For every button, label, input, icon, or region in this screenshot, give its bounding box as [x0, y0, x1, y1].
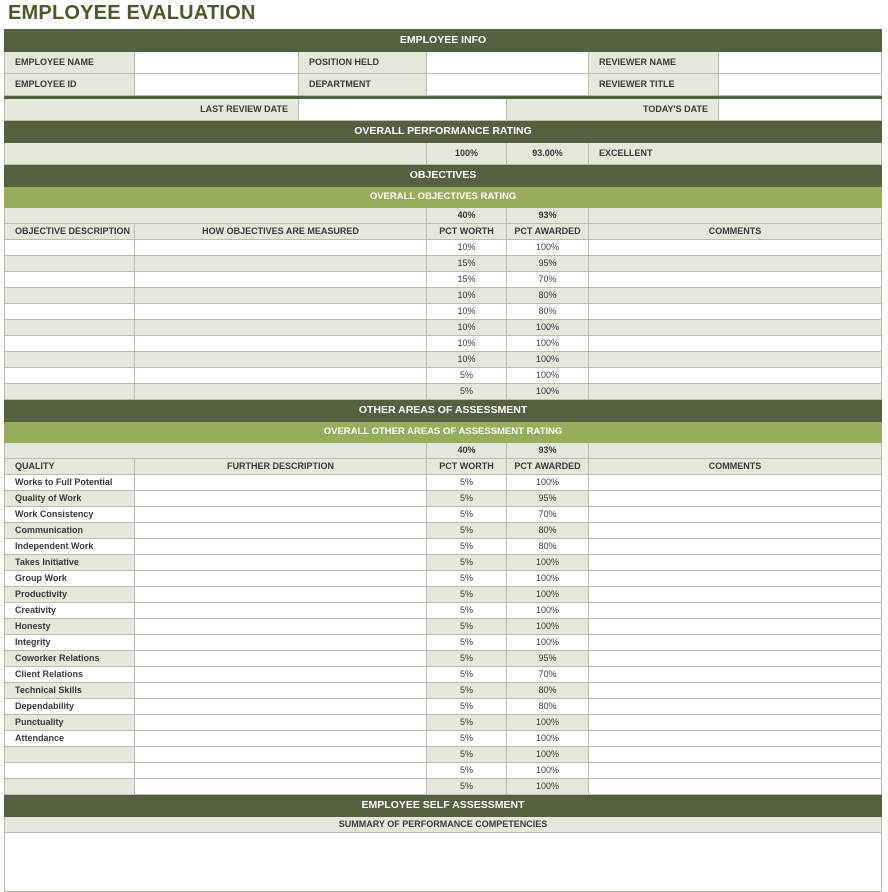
- objective-row: [5, 240, 882, 256]
- assessment-pct-awarded[interactable]: 100%: [507, 555, 589, 571]
- quality-label: Technical Skills: [5, 683, 135, 699]
- quality-label: Dependability: [5, 699, 135, 715]
- objective-row: [5, 272, 882, 288]
- self-assessment-field[interactable]: [5, 833, 882, 892]
- assessment-row: [5, 747, 882, 763]
- quality-label: Works to Full Potential: [5, 475, 135, 491]
- objective-measured-cell[interactable]: [135, 368, 427, 384]
- objectives-totals-spacer-right: [589, 208, 882, 224]
- further-description-cell[interactable]: [135, 651, 427, 667]
- assessment-comments-cell[interactable]: [589, 603, 882, 619]
- employee-name-label: EMPLOYEE NAME: [5, 52, 135, 74]
- other-rows: [5, 475, 882, 795]
- col-pct-worth: PCT WORTH: [427, 224, 507, 240]
- reviewer-name-label: REVIEWER NAME: [589, 52, 719, 74]
- assessment-pct-worth[interactable]: 5%: [427, 587, 507, 603]
- assessment-pct-awarded[interactable]: 95%: [507, 491, 589, 507]
- further-description-cell[interactable]: [135, 603, 427, 619]
- quality-label: Takes Initiative: [5, 555, 135, 571]
- assessment-pct-worth[interactable]: 5%: [427, 763, 507, 779]
- assessment-pct-awarded[interactable]: 70%: [507, 507, 589, 523]
- assessment-row: [5, 571, 882, 587]
- overall-performance-header: OVERALL PERFORMANCE RATING: [5, 121, 882, 143]
- assessment-comments-cell[interactable]: [589, 715, 882, 731]
- quality-label: Independent Work: [5, 539, 135, 555]
- objective-description-cell[interactable]: [5, 368, 135, 384]
- objective-pct-awarded[interactable]: 80%: [507, 288, 589, 304]
- objective-description-cell[interactable]: [5, 304, 135, 320]
- assessment-pct-worth[interactable]: 5%: [427, 555, 507, 571]
- assessment-pct-worth[interactable]: 5%: [427, 619, 507, 635]
- self-assessment-subheader-row: [5, 817, 882, 833]
- employee-info-header-row: [5, 30, 882, 52]
- objectives-subheader: OVERALL OBJECTIVES RATING: [5, 187, 882, 208]
- further-description-cell[interactable]: [135, 587, 427, 603]
- assessment-comments-cell[interactable]: [589, 683, 882, 699]
- further-description-cell[interactable]: [135, 635, 427, 651]
- objective-comments-cell[interactable]: [589, 368, 882, 384]
- further-description-cell[interactable]: [135, 619, 427, 635]
- quality-label: Honesty: [5, 619, 135, 635]
- assessment-pct-worth[interactable]: 5%: [427, 491, 507, 507]
- assessment-pct-awarded[interactable]: 100%: [507, 715, 589, 731]
- objective-measured-cell[interactable]: [135, 288, 427, 304]
- objectives-subheader-row: [5, 187, 882, 208]
- assessment-row: [5, 715, 882, 731]
- assessment-pct-worth[interactable]: 5%: [427, 475, 507, 491]
- objective-comments-cell[interactable]: [589, 320, 882, 336]
- quality-label: Work Consistency: [5, 507, 135, 523]
- objective-pct-worth[interactable]: 10%: [427, 336, 507, 352]
- employee-id-label: EMPLOYEE ID: [5, 74, 135, 96]
- objective-measured-cell[interactable]: [135, 256, 427, 272]
- objectives-total-awarded: 93%: [507, 208, 589, 224]
- assessment-comments-cell[interactable]: [589, 619, 882, 635]
- assessment-row: [5, 539, 882, 555]
- objective-comments-cell[interactable]: [589, 384, 882, 400]
- assessment-comments-cell[interactable]: [589, 523, 882, 539]
- objective-description-cell[interactable]: [5, 352, 135, 368]
- objective-measured-cell[interactable]: [135, 272, 427, 288]
- assessment-pct-worth[interactable]: 5%: [427, 699, 507, 715]
- assessment-pct-awarded[interactable]: 100%: [507, 619, 589, 635]
- assessment-comments-cell[interactable]: [589, 763, 882, 779]
- objective-pct-awarded[interactable]: 95%: [507, 256, 589, 272]
- further-description-cell[interactable]: [135, 523, 427, 539]
- assessment-comments-cell[interactable]: [589, 555, 882, 571]
- other-header-row: [5, 400, 882, 422]
- objective-measured-cell[interactable]: [135, 320, 427, 336]
- last-review-date-label: LAST REVIEW DATE: [5, 99, 299, 121]
- objective-description-cell[interactable]: [5, 272, 135, 288]
- objective-pct-awarded[interactable]: 100%: [507, 352, 589, 368]
- objective-pct-awarded[interactable]: 100%: [507, 384, 589, 400]
- employee-name-field[interactable]: [135, 52, 299, 74]
- objective-pct-worth[interactable]: 10%: [427, 288, 507, 304]
- further-description-cell[interactable]: [135, 571, 427, 587]
- further-description-cell[interactable]: [135, 475, 427, 491]
- assessment-pct-awarded[interactable]: 100%: [507, 475, 589, 491]
- objective-pct-worth[interactable]: 15%: [427, 272, 507, 288]
- assessment-pct-awarded[interactable]: 100%: [507, 779, 589, 795]
- objective-pct-awarded[interactable]: 100%: [507, 320, 589, 336]
- assessment-row: [5, 507, 882, 523]
- objectives-total-worth: 40%: [427, 208, 507, 224]
- objective-measured-cell[interactable]: [135, 336, 427, 352]
- objectives-header: OBJECTIVES: [5, 165, 882, 187]
- objective-pct-worth[interactable]: 5%: [427, 384, 507, 400]
- quality-label: Group Work: [5, 571, 135, 587]
- further-description-cell[interactable]: [135, 699, 427, 715]
- assessment-comments-cell[interactable]: [589, 635, 882, 651]
- employee-id-field[interactable]: [135, 74, 299, 96]
- further-description-cell[interactable]: [135, 731, 427, 747]
- objectives-totals-spacer: [5, 208, 427, 224]
- assessment-row: [5, 555, 882, 571]
- assessment-pct-worth[interactable]: 5%: [427, 603, 507, 619]
- reviewer-title-label: REVIEWER TITLE: [589, 74, 719, 96]
- self-assessment-box-row: [5, 833, 882, 892]
- assessment-row: [5, 779, 882, 795]
- further-description-cell[interactable]: [135, 715, 427, 731]
- objective-row: [5, 384, 882, 400]
- assessment-row: [5, 475, 882, 491]
- objective-measured-cell[interactable]: [135, 304, 427, 320]
- objective-comments-cell[interactable]: [589, 240, 882, 256]
- assessment-pct-awarded[interactable]: 80%: [507, 539, 589, 555]
- overall-awarded: 93.00%: [507, 143, 589, 165]
- objective-description-cell[interactable]: [5, 288, 135, 304]
- objectives-header-row: [5, 165, 882, 187]
- assessment-pct-awarded[interactable]: 80%: [507, 523, 589, 539]
- quality-label: [5, 779, 135, 795]
- objective-description-cell[interactable]: [5, 240, 135, 256]
- reviewer-title-field[interactable]: [719, 74, 882, 96]
- assessment-row: [5, 587, 882, 603]
- further-description-cell[interactable]: [135, 683, 427, 699]
- assessment-row: [5, 635, 882, 651]
- assessment-row: [5, 763, 882, 779]
- employee-info-row-2: [5, 74, 882, 96]
- col-further-description: FURTHER DESCRIPTION: [135, 459, 427, 475]
- quality-label: Quality of Work: [5, 491, 135, 507]
- overall-worth: 100%: [427, 143, 507, 165]
- overall-rating: EXCELLENT: [589, 143, 882, 165]
- assessment-pct-worth[interactable]: 5%: [427, 635, 507, 651]
- objective-row: [5, 320, 882, 336]
- objective-pct-worth[interactable]: 15%: [427, 256, 507, 272]
- objective-row: [5, 336, 882, 352]
- quality-label: Productivity: [5, 587, 135, 603]
- assessment-pct-worth[interactable]: 5%: [427, 747, 507, 763]
- col-pct-awarded: PCT AWARDED: [507, 224, 589, 240]
- last-review-date-field[interactable]: [299, 99, 507, 121]
- quality-label: Communication: [5, 523, 135, 539]
- objective-comments-cell[interactable]: [589, 336, 882, 352]
- evaluation-sheet: [4, 29, 881, 892]
- objective-comments-cell[interactable]: [589, 304, 882, 320]
- assessment-comments-cell[interactable]: [589, 475, 882, 491]
- assessment-comments-cell[interactable]: [589, 747, 882, 763]
- assessment-row: [5, 699, 882, 715]
- objective-row: [5, 368, 882, 384]
- quality-label: Client Relations: [5, 667, 135, 683]
- objective-pct-awarded[interactable]: 100%: [507, 336, 589, 352]
- objective-comments-cell[interactable]: [589, 272, 882, 288]
- objectives-totals-row: [5, 208, 882, 224]
- evaluation-table: [4, 29, 882, 892]
- assessment-pct-awarded[interactable]: 100%: [507, 747, 589, 763]
- employee-info-row-1: [5, 52, 882, 74]
- col-quality: QUALITY: [5, 459, 135, 475]
- objective-pct-worth[interactable]: 10%: [427, 304, 507, 320]
- assessment-pct-worth[interactable]: 5%: [427, 507, 507, 523]
- objective-pct-worth[interactable]: 10%: [427, 320, 507, 336]
- other-total-awarded: 93%: [507, 443, 589, 459]
- objective-measured-cell[interactable]: [135, 240, 427, 256]
- department-field[interactable]: [427, 74, 589, 96]
- assessment-comments-cell[interactable]: [589, 571, 882, 587]
- other-areas-subheader: OVERALL OTHER AREAS OF ASSESSMENT RATING: [5, 422, 882, 443]
- objective-row: [5, 352, 882, 368]
- assessment-comments-cell[interactable]: [589, 587, 882, 603]
- quality-label: Integrity: [5, 635, 135, 651]
- assessment-comments-cell[interactable]: [589, 667, 882, 683]
- objective-row: [5, 288, 882, 304]
- assessment-pct-awarded[interactable]: 100%: [507, 603, 589, 619]
- todays-date-field[interactable]: [719, 99, 882, 121]
- self-assessment-header-row: [5, 795, 882, 817]
- self-assessment-header: EMPLOYEE SELF ASSESSMENT: [5, 795, 882, 817]
- further-description-cell[interactable]: [135, 779, 427, 795]
- assessment-comments-cell[interactable]: [589, 651, 882, 667]
- department-label: DEPARTMENT: [299, 74, 427, 96]
- objective-measured-cell[interactable]: [135, 384, 427, 400]
- further-description-cell[interactable]: [135, 747, 427, 763]
- assessment-comments-cell[interactable]: [589, 699, 882, 715]
- assessment-pct-awarded[interactable]: 80%: [507, 699, 589, 715]
- quality-label: Punctuality: [5, 715, 135, 731]
- col-other-pct-worth: PCT WORTH: [427, 459, 507, 475]
- assessment-pct-awarded[interactable]: 95%: [507, 651, 589, 667]
- objective-measured-cell[interactable]: [135, 352, 427, 368]
- quality-label: Attendance: [5, 731, 135, 747]
- overall-spacer: [5, 143, 427, 165]
- self-assessment-subheader: SUMMARY OF PERFORMANCE COMPETENCIES: [5, 817, 882, 833]
- other-column-headers: [5, 459, 882, 475]
- quality-label: [5, 747, 135, 763]
- quality-label: Creativity: [5, 603, 135, 619]
- review-dates-row: [5, 99, 882, 121]
- further-description-cell[interactable]: [135, 763, 427, 779]
- further-description-cell[interactable]: [135, 667, 427, 683]
- other-total-worth: 40%: [427, 443, 507, 459]
- further-description-cell[interactable]: [135, 555, 427, 571]
- col-comments: COMMENTS: [589, 224, 882, 240]
- assessment-row: [5, 491, 882, 507]
- other-areas-header: OTHER AREAS OF ASSESSMENT: [5, 400, 882, 422]
- assessment-comments-cell[interactable]: [589, 539, 882, 555]
- assessment-row: [5, 523, 882, 539]
- assessment-row: [5, 667, 882, 683]
- assessment-pct-awarded[interactable]: 80%: [507, 683, 589, 699]
- objective-description-cell[interactable]: [5, 320, 135, 336]
- assessment-pct-awarded[interactable]: 70%: [507, 667, 589, 683]
- assessment-comments-cell[interactable]: [589, 507, 882, 523]
- overall-values-row: [5, 143, 882, 165]
- assessment-pct-awarded[interactable]: 100%: [507, 587, 589, 603]
- assessment-pct-awarded[interactable]: 100%: [507, 635, 589, 651]
- objective-pct-worth[interactable]: 10%: [427, 352, 507, 368]
- further-description-cell[interactable]: [135, 507, 427, 523]
- objective-comments-cell[interactable]: [589, 256, 882, 272]
- objective-pct-awarded[interactable]: 100%: [507, 240, 589, 256]
- objectives-column-headers: [5, 224, 882, 240]
- objective-pct-worth[interactable]: 5%: [427, 368, 507, 384]
- other-totals-spacer: [5, 443, 427, 459]
- assessment-pct-worth[interactable]: 5%: [427, 651, 507, 667]
- objective-comments-cell[interactable]: [589, 352, 882, 368]
- objective-pct-awarded[interactable]: 80%: [507, 304, 589, 320]
- todays-date-label: TODAY'S DATE: [507, 99, 719, 121]
- objective-row: [5, 304, 882, 320]
- assessment-pct-awarded[interactable]: 100%: [507, 571, 589, 587]
- further-description-cell[interactable]: [135, 539, 427, 555]
- col-other-pct-awarded: PCT AWARDED: [507, 459, 589, 475]
- other-section-head: [5, 400, 882, 475]
- assessment-row: [5, 651, 882, 667]
- assessment-comments-cell[interactable]: [589, 491, 882, 507]
- assessment-pct-awarded[interactable]: 100%: [507, 731, 589, 747]
- objective-row: [5, 256, 882, 272]
- other-subheader-row: [5, 422, 882, 443]
- overall-header-row: [5, 121, 882, 143]
- position-held-field[interactable]: [427, 52, 589, 74]
- other-totals-row: [5, 443, 882, 459]
- quality-label: [5, 763, 135, 779]
- further-description-cell[interactable]: [135, 491, 427, 507]
- assessment-pct-worth[interactable]: 5%: [427, 731, 507, 747]
- col-how-measured: HOW OBJECTIVES ARE MEASURED: [135, 224, 427, 240]
- col-other-comments: COMMENTS: [589, 459, 882, 475]
- other-totals-spacer-right: [589, 443, 882, 459]
- objective-description-cell[interactable]: [5, 336, 135, 352]
- objectives-rows: [5, 240, 882, 400]
- objective-pct-awarded[interactable]: 70%: [507, 272, 589, 288]
- assessment-row: [5, 619, 882, 635]
- objective-pct-worth[interactable]: 10%: [427, 240, 507, 256]
- reviewer-name-field[interactable]: [719, 52, 882, 74]
- assessment-row: [5, 603, 882, 619]
- assessment-row: [5, 731, 882, 747]
- assessment-pct-awarded[interactable]: 100%: [507, 763, 589, 779]
- objective-description-cell[interactable]: [5, 256, 135, 272]
- assessment-pct-worth[interactable]: 5%: [427, 779, 507, 795]
- assessment-pct-worth[interactable]: 5%: [427, 667, 507, 683]
- employee-info-header: EMPLOYEE INFO: [5, 30, 882, 52]
- self-assessment-section: [5, 795, 882, 892]
- quality-label: Coworker Relations: [5, 651, 135, 667]
- objective-description-cell[interactable]: [5, 384, 135, 400]
- assessment-comments-cell[interactable]: [589, 779, 882, 795]
- assessment-pct-worth[interactable]: 5%: [427, 523, 507, 539]
- assessment-pct-worth[interactable]: 5%: [427, 683, 507, 699]
- objective-pct-awarded[interactable]: 100%: [507, 368, 589, 384]
- objective-comments-cell[interactable]: [589, 288, 882, 304]
- page-title: EMPLOYEE EVALUATION: [8, 2, 256, 24]
- col-objective-description: OBJECTIVE DESCRIPTION: [5, 224, 135, 240]
- position-held-label: POSITION HELD: [299, 52, 427, 74]
- assessment-pct-worth[interactable]: 5%: [427, 715, 507, 731]
- assessment-pct-worth[interactable]: 5%: [427, 539, 507, 555]
- assessment-pct-worth[interactable]: 5%: [427, 571, 507, 587]
- assessment-comments-cell[interactable]: [589, 731, 882, 747]
- assessment-row: [5, 683, 882, 699]
